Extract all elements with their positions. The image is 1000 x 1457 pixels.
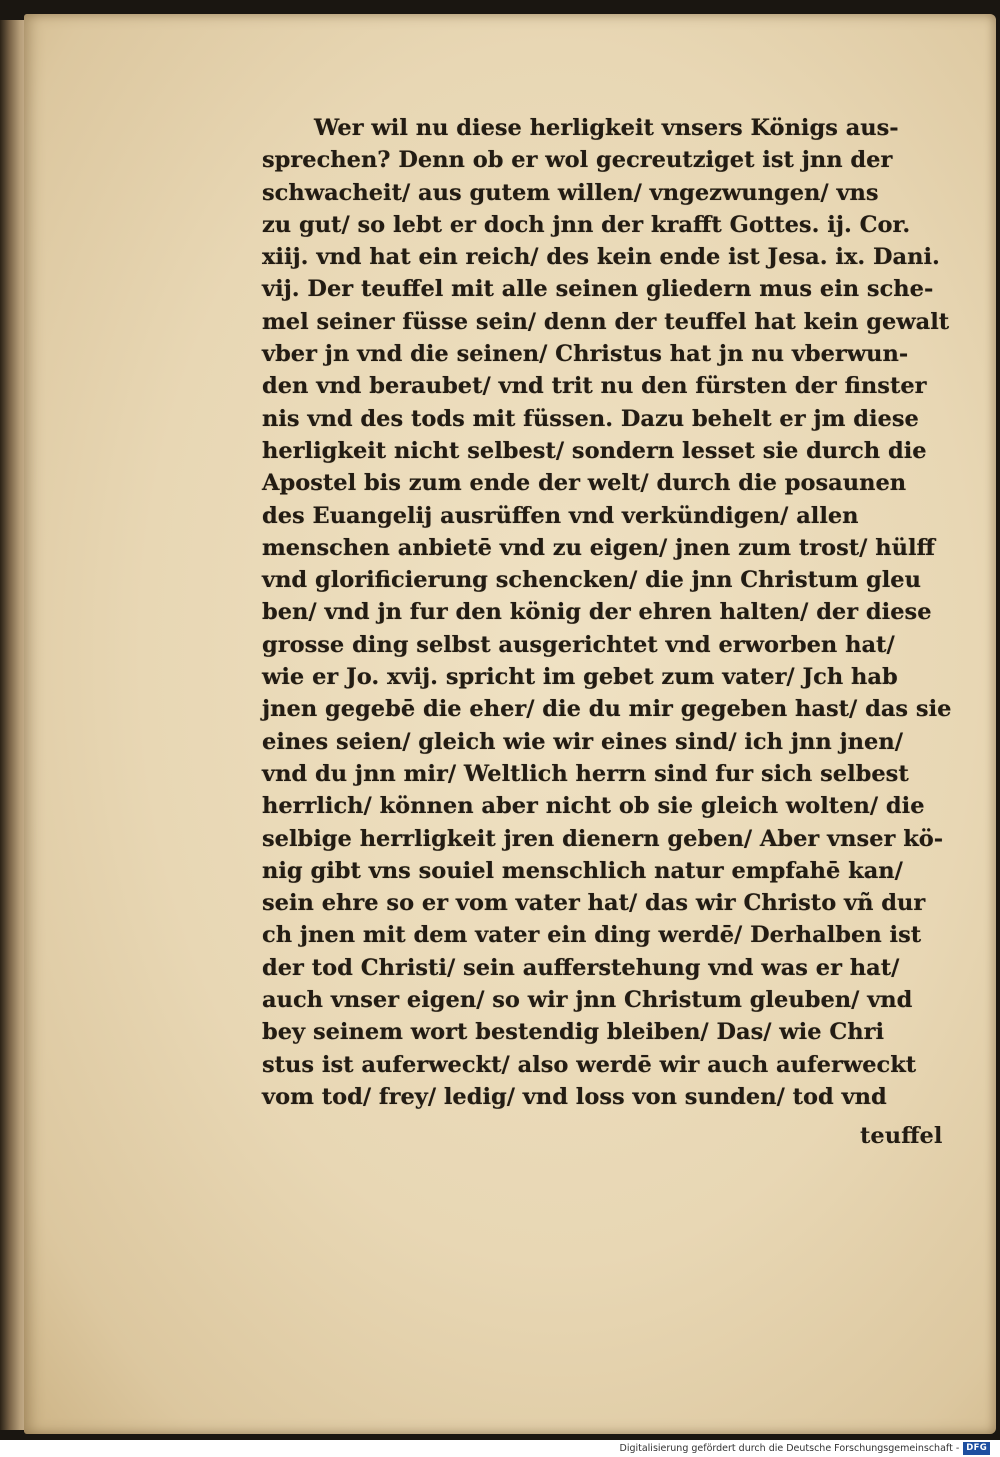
text-line: vber jn vnd die seinen/ Christus hat jn nu vberwun- (262, 341, 909, 368)
text-line: herrlich/ können aber nicht ob sie gleich wolten/ die (262, 793, 925, 820)
text-line: stus ist auferweckt/ also werdē wir auch auferweckt (262, 1051, 917, 1078)
text-line: vnd glorificierung schencken/ die jnn Christum gleu (262, 567, 921, 594)
text-line: auch vnser eigen/ so wir jnn Christum gleuben/ vnd (262, 987, 913, 1014)
text-line: sein ehre so er vom vater hat/ das wir Christo vñ dur (262, 890, 926, 917)
text-line: Wer wil nu diese herligkeit vnsers Königs aus- (314, 115, 899, 141)
text-line: mel seiner füsse sein/ denn der teuffel hat kein gewalt (262, 308, 950, 335)
text-line: bey seinem wort bestendig bleiben/ Das/ wie Chri (262, 1019, 885, 1046)
text-line: der tod Christi/ sein aufferstehung vnd was er hat/ (262, 954, 900, 981)
text-line: den vnd beraubet/ vnd trit nu den fürsten der finster (262, 373, 927, 400)
text-line: ch jnen mit dem vater ein ding werdē/ Derhalben ist (262, 922, 922, 949)
text-line: xiij. vnd hat ein reich/ des kein ende ist Jesa. ix. Dani. (262, 244, 940, 271)
text-line: vij. Der teuffel mit alle seinen gliedern mus ein sche- (262, 276, 934, 303)
catchword: teuffel (860, 1123, 943, 1149)
text-line: ben/ vnd jn fur den könig der ehren halten/ der diese (262, 599, 932, 626)
text-line: nis vnd des tods mit füssen. Dazu behelt er jm diese (262, 405, 919, 432)
text-line: wie er Jo. xvij. spricht im gebet zum vater/ Jch hab (262, 664, 898, 691)
page-text-block (262, 112, 962, 1113)
text-line: jnen gegebē die eher/ die du mir gegeben hast/ das sie (262, 696, 952, 723)
text-line: herligkeit nicht selbest/ sondern lesset sie durch die (262, 437, 927, 464)
text-line: zu gut/ so lebt er doch jnn der krafft Gottes. ij. Cor. (262, 211, 911, 238)
text-line: Apostel bis zum ende der welt/ durch die posaunen (262, 470, 907, 497)
text-line: selbige herrligkeit jren dienern geben/ Aber vnser kö- (262, 825, 944, 852)
text-line: eines seien/ gleich wie wir eines sind/ ich jnn jnen/ (262, 728, 903, 755)
text-line: nig gibt vns souiel menschlich natur empfahē kan/ (262, 857, 903, 884)
text-line: schwacheit/ aus gutem willen/ vngezwungen/ vns (262, 179, 879, 206)
text-line: sprechen? Denn ob er wol gecreutziget ist jnn der (262, 147, 893, 174)
dfg-logo-icon: DFG (963, 1442, 990, 1455)
text-line: menschen anbietē vnd zu eigen/ jnen zum trost/ hülff (262, 534, 935, 561)
text-line: des Euangelij ausrüffen vnd verkündigen/ allen (262, 502, 859, 529)
text-line: vom tod/ frey/ ledig/ vnd loss von sunden/ tod vnd (262, 1083, 887, 1110)
footer-credit-text: Digitalisierung gefördert durch die Deutsche Forschungsgemeinschaft - (619, 1443, 960, 1454)
text-line: grosse ding selbst ausgerichtet vnd erworben hat/ (262, 631, 895, 658)
funding-footer (620, 1440, 991, 1457)
text-line: vnd du jnn mir/ Weltlich herrn sind fur sich selbest (262, 760, 909, 787)
